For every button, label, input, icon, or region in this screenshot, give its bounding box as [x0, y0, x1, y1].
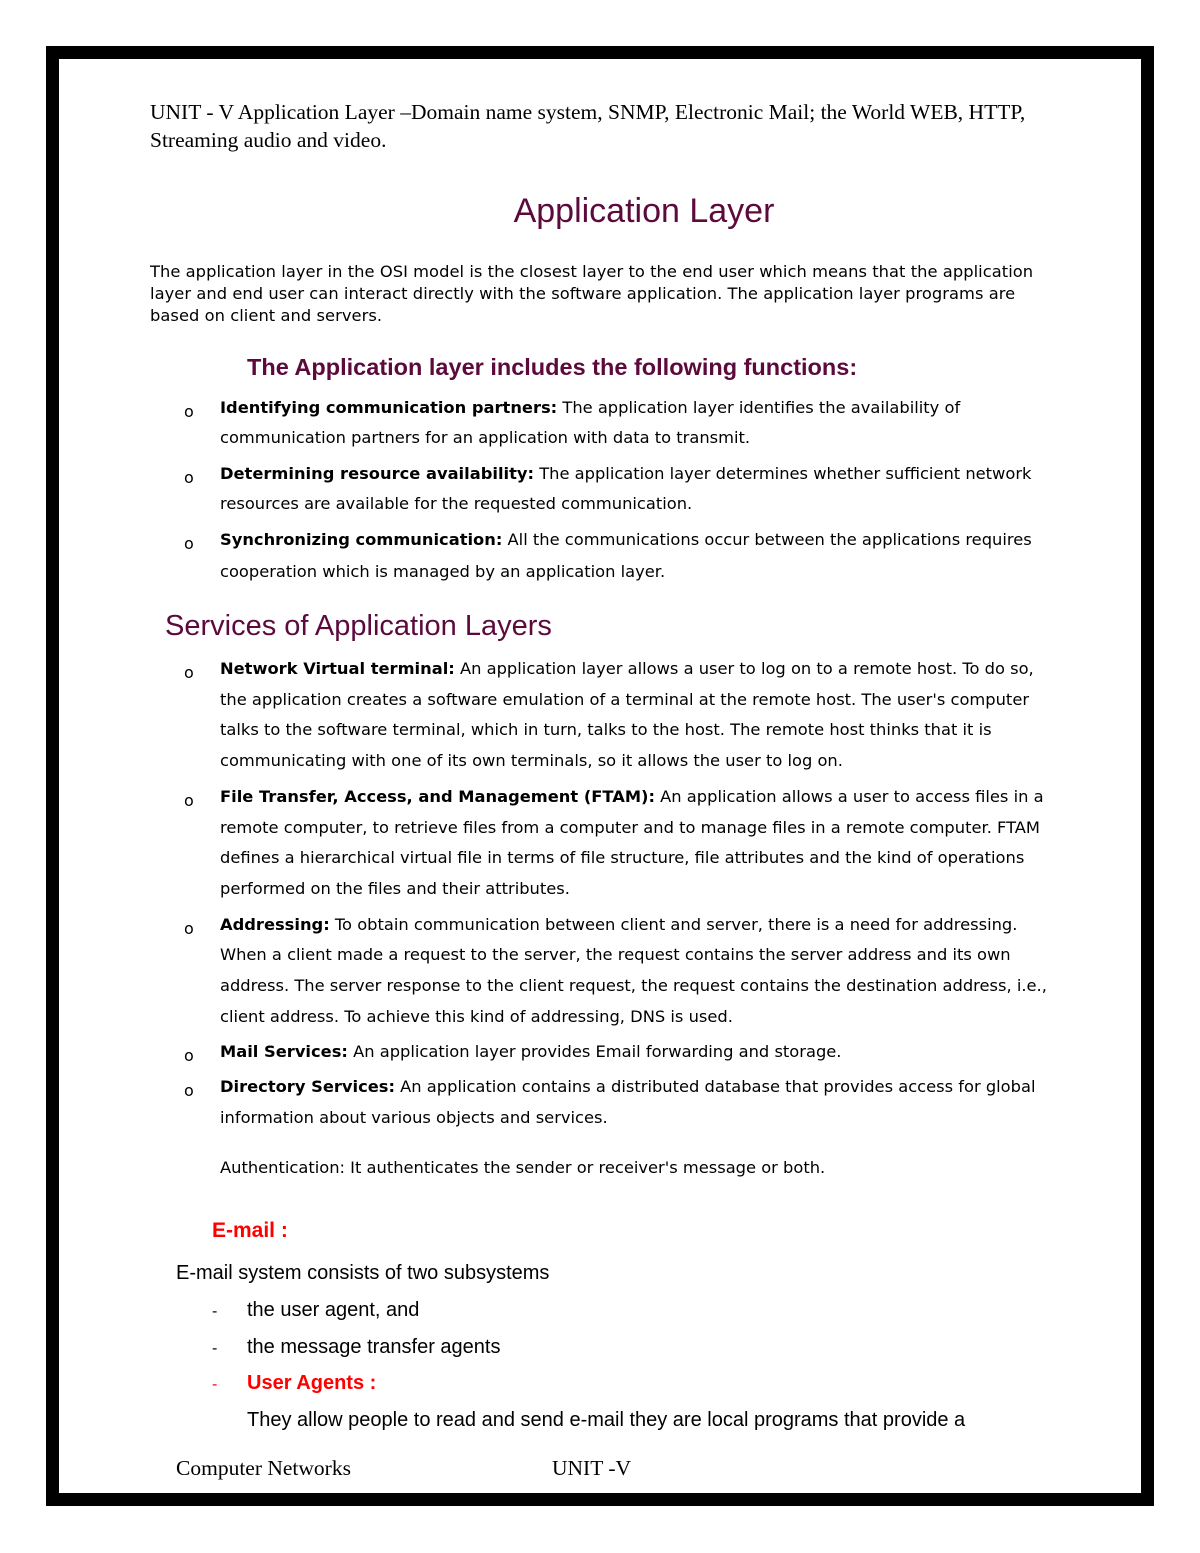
user-agents-text: They allow people to read and send e-mail they are local programs that provide a: [247, 1409, 966, 1431]
intro-line-3: based on client and servers.: [150, 306, 383, 325]
subsystem-item: the user agent, and: [247, 1299, 420, 1321]
function-item-line: communication partners for an application with data to transmit.: [220, 428, 751, 447]
service-term: Addressing:: [220, 915, 330, 934]
services-heading: Services of Application Layers: [165, 610, 552, 642]
function-item-line: [220, 398, 960, 417]
subsystem-item: the message transfer agents: [247, 1336, 501, 1358]
service-item-line: [220, 659, 1034, 678]
authentication-text: Authentication: It authenticates the sender or receiver's message or both.: [220, 1158, 826, 1177]
function-text: All the communications occur between the applications requires: [502, 530, 1032, 549]
email-heading: E-mail :: [212, 1219, 288, 1242]
footer-course-name: Computer Networks: [176, 1456, 351, 1480]
function-term: Synchronizing communication:: [220, 530, 503, 549]
service-item-line: defines a hierarchical virtual file in terms of file structure, file attributes and the kind of operations: [220, 848, 1025, 867]
service-item-line: When a client made a request to the server, the request contains the server address and its own: [220, 945, 1011, 964]
function-item-line: resources are available for the requested communication.: [220, 494, 693, 513]
service-text: To obtain communication between client and server, there is a need for addressing.: [329, 915, 1018, 934]
user-agents-heading: User Agents :: [247, 1372, 377, 1394]
service-item-line: communicating with one of its own terminals, so it allows the user to log on.: [220, 751, 843, 770]
service-term: Mail Services:: [220, 1042, 348, 1061]
service-text: An application contains a distributed database that provides access for global: [394, 1077, 1036, 1096]
bullet-icon: o: [184, 468, 194, 487]
function-item-line: [220, 530, 1032, 549]
service-term: Directory Services:: [220, 1077, 395, 1096]
service-text: An application layer provides Email forwarding and storage.: [347, 1042, 842, 1061]
unit-line-1: UNIT - V Application Layer –Domain name system, SNMP, Electronic Mail; the World WEB, HTTP,: [150, 100, 1026, 124]
service-item-line: [220, 787, 1044, 806]
function-text: The application layer identifies the availability of: [557, 398, 961, 417]
bullet-icon: o: [184, 1046, 194, 1065]
email-intro: E-mail system consists of two subsystems: [176, 1262, 550, 1284]
service-term: Network Virtual terminal:: [220, 659, 455, 678]
service-item-line: [220, 915, 1017, 934]
service-item-line: [220, 1042, 841, 1061]
footer-unit: UNIT -V: [552, 1456, 632, 1480]
intro-line-1: The application layer in the OSI model is the closest layer to the end user which means that the application: [150, 262, 1034, 281]
page-title: Application Layer: [513, 192, 775, 230]
service-term: File Transfer, Access, and Management (FTAM):: [220, 787, 655, 806]
bullet-icon: o: [184, 919, 194, 938]
function-term: Identifying communication partners:: [220, 398, 558, 417]
bullet-icon: o: [184, 534, 194, 553]
unit-line-2: Streaming audio and video.: [150, 128, 387, 152]
service-text: An application allows a user to access files in a: [654, 787, 1044, 806]
bullet-icon: o: [184, 663, 194, 682]
service-item-line: client address. To achieve this kind of addressing, DNS is used.: [220, 1007, 733, 1026]
function-item-line: cooperation which is managed by an application layer.: [220, 562, 666, 581]
function-item-line: [220, 464, 1031, 483]
bullet-icon: o: [184, 791, 194, 810]
service-item-line: address. The server response to the client request, the request contains the destination address, i.e.,: [220, 976, 1047, 995]
service-text: An application layer allows a user to log on to a remote host. To do so,: [454, 659, 1034, 678]
service-item-line: performed on the files and their attributes.: [220, 879, 570, 898]
service-item-line: [220, 1077, 1035, 1096]
intro-line-2: layer and end user can interact directly with the software application. The application layer programs are: [150, 284, 1016, 303]
service-item-line: information about various objects and services.: [220, 1108, 608, 1127]
function-text: The application layer determines whether sufficient network: [534, 464, 1032, 483]
dash-icon: -: [212, 1340, 218, 1357]
bullet-icon: o: [184, 1081, 194, 1100]
service-item-line: talks to the software terminal, which in turn, talks to the host. The remote host thinks that it is: [220, 720, 992, 739]
function-term: Determining resource availability:: [220, 464, 535, 483]
dash-icon: -: [212, 1303, 218, 1320]
dash-icon: -: [212, 1376, 218, 1393]
bullet-icon: o: [184, 402, 194, 421]
service-item-line: remote computer, to retrieve files from a computer and to manage files in a remote computer. FTAM: [220, 818, 1040, 837]
service-item-line: the application creates a software emulation of a terminal at the remote host. The user's computer: [220, 690, 1030, 709]
functions-heading: The Application layer includes the following functions:: [247, 354, 858, 380]
